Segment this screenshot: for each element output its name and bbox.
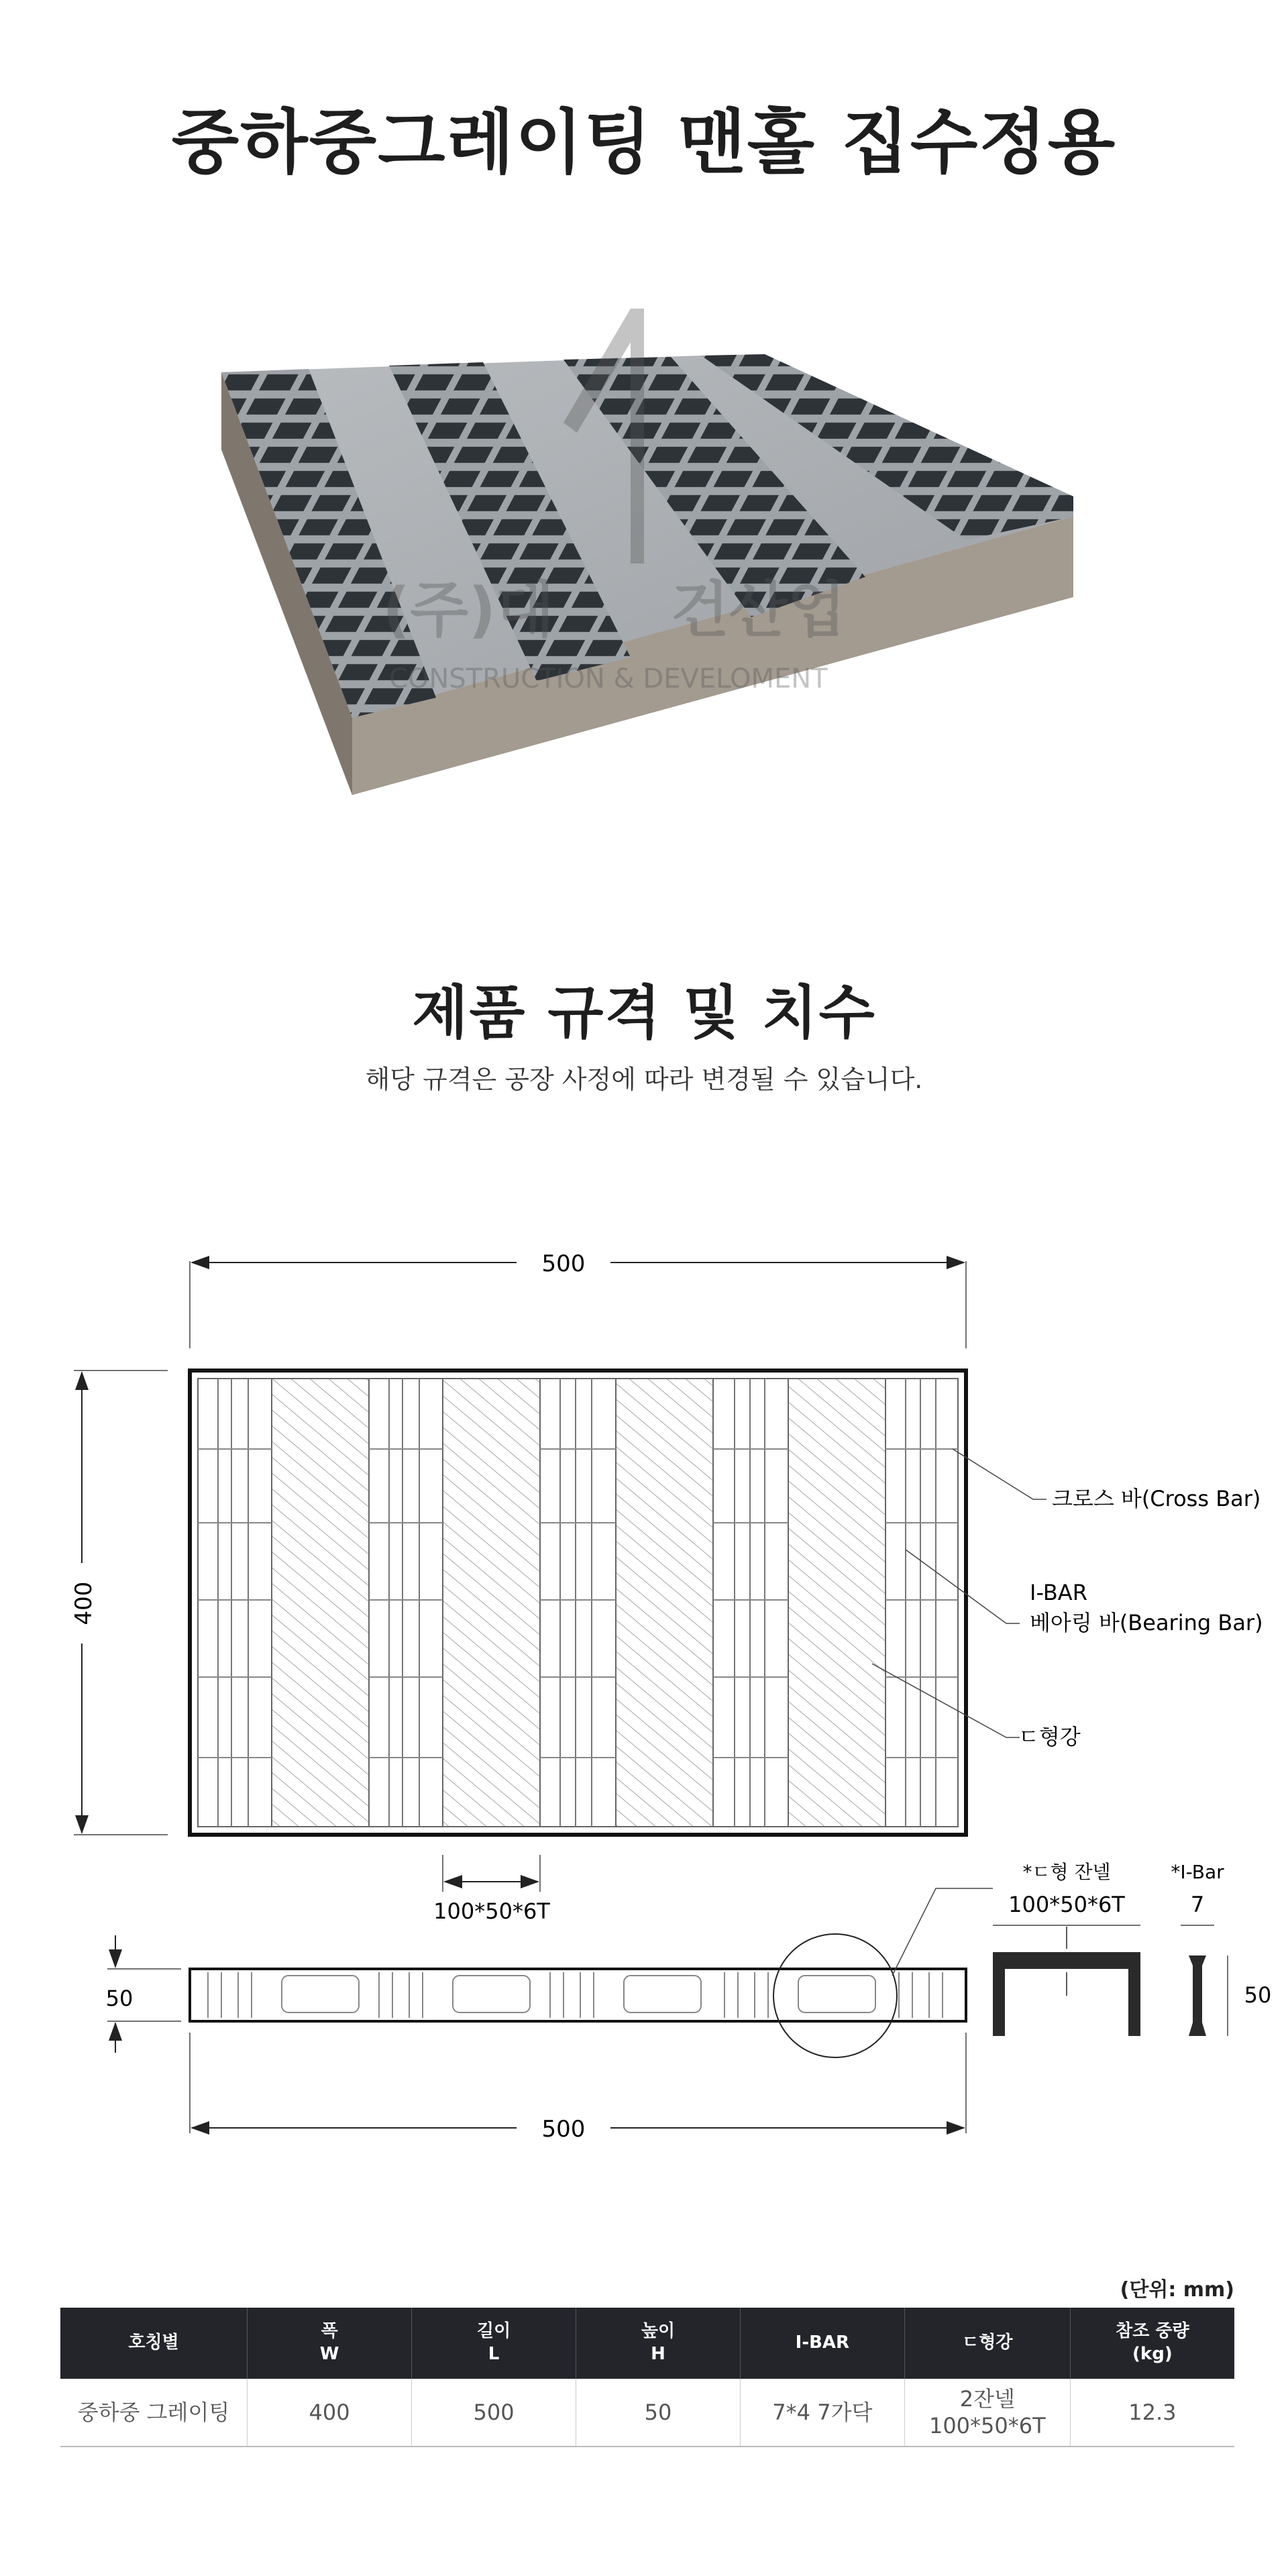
product-photo — [161, 201, 1127, 979]
detail-ibar-title: *I-Bar — [1171, 1861, 1224, 1883]
spec-table — [60, 2308, 1234, 2447]
watermark-company-2: 건산업 — [671, 575, 846, 645]
dim-width-top: 500 — [541, 1250, 586, 1277]
table-row — [60, 2379, 1234, 2447]
dim-side-height: 50 — [105, 1986, 133, 2011]
ibar-profile — [1189, 1955, 1206, 2036]
col-width: 폭 W — [248, 2308, 412, 2379]
dim-channel: 100*50*6T — [433, 1898, 550, 1924]
watermark-subtitle: CONSTRUCTION & DEVELOMENT — [389, 663, 828, 694]
dim-height-left: 400 — [70, 1581, 97, 1625]
dim-width-bottom: 500 — [541, 2116, 586, 2143]
unit-label: (단위: mm) — [1120, 2278, 1234, 2302]
table-header-row — [60, 2308, 1234, 2379]
label-channel: ㄷ형강 — [1018, 1724, 1081, 1750]
label-cross-bar: 크로스 바(Cross Bar) — [1052, 1486, 1261, 1511]
detail-ibar-height: 50 — [1244, 1982, 1272, 2008]
col-ibar: I-BAR — [740, 2308, 904, 2379]
col-name: 호칭별 — [60, 2308, 248, 2379]
cell-weight: 12.3 — [1070, 2379, 1234, 2447]
cell-channel: 2잔넬 100*50*6T — [904, 2379, 1070, 2447]
detail-ibar-width: 7 — [1190, 1892, 1205, 1917]
label-ibar: I-BAR — [1030, 1580, 1087, 1605]
page-title: 중하중그레이팅 맨홀 집수정용 — [171, 101, 1117, 183]
watermark-company: (주)대 — [382, 575, 555, 645]
cell-w: 400 — [248, 2379, 412, 2447]
cell-name: 중하중 그레이팅 — [60, 2379, 248, 2447]
spec-note: 해당 규격은 공장 사정에 따라 변경될 수 있습니다. — [365, 1065, 923, 1094]
spec-heading: 제품 규격 및 치수 — [412, 979, 876, 1046]
detail-channel-dim: 100*50*6T — [1008, 1892, 1125, 1917]
label-bearing-bar: 베아링 바(Bearing Bar) — [1030, 1610, 1263, 1635]
detail-channel-title: *ㄷ형 잔넬 — [1022, 1861, 1111, 1883]
col-height: 높이 H — [576, 2308, 741, 2379]
cell-ibar: 7*4 7가닥 — [740, 2379, 904, 2447]
col-channel: ㄷ형강 — [904, 2308, 1070, 2379]
cell-l: 500 — [412, 2379, 576, 2447]
col-weight: 참조 중량 (kg) — [1070, 2308, 1234, 2379]
col-length: 길이 L — [412, 2308, 576, 2379]
technical-drawing — [0, 1221, 1288, 2147]
cell-h: 50 — [576, 2379, 741, 2447]
